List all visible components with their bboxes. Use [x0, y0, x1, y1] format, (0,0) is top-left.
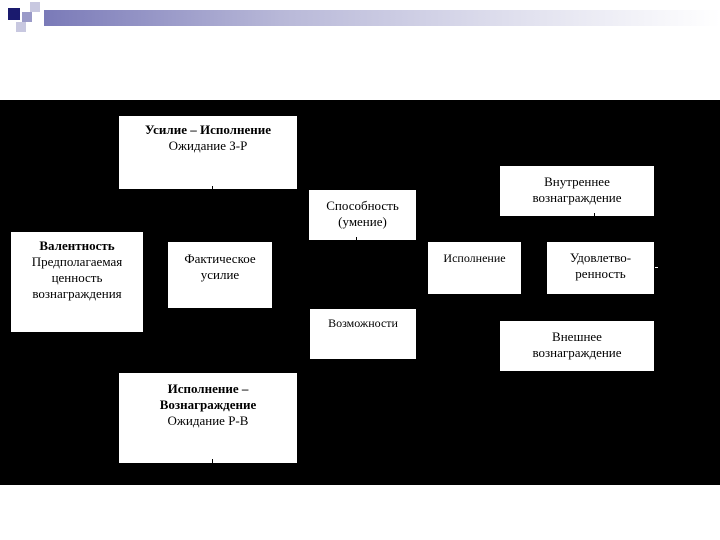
- effort-performance-expectancy-box: [119, 116, 297, 189]
- intrinsic-reward-box: [500, 166, 654, 216]
- effort-performance-line-2: Ожидание З-Р: [168, 138, 248, 153]
- header-square-2: [22, 12, 32, 22]
- effort-performance-line-1: Усилие – Исполнение: [145, 122, 271, 137]
- connector-stub-2: [212, 459, 213, 463]
- valence-line-2: Предполагаемая: [31, 254, 123, 269]
- extrinsic-reward-box: [500, 321, 654, 371]
- header-square-1: [8, 8, 20, 20]
- valence-line-3: ценность: [51, 270, 103, 285]
- performance-box: [428, 242, 521, 294]
- valence-line-4: вознаграждения: [32, 286, 122, 301]
- performance-reward-line-1: Исполнение –: [167, 381, 249, 396]
- intrinsic-reward-line-2: вознаграждение: [532, 190, 622, 205]
- connector-stub-1: [212, 186, 213, 190]
- performance-line-1: Исполнение: [443, 251, 506, 265]
- extrinsic-reward-line-1: Внешнее: [552, 329, 602, 344]
- connector-stub-3: [356, 237, 357, 241]
- opportunities-line-1: Возможности: [328, 316, 398, 330]
- ability-line-2: (умение): [338, 214, 387, 229]
- satisfaction-box: [547, 242, 654, 294]
- connector-stub-4: [594, 213, 595, 217]
- opportunities-box: [310, 309, 416, 359]
- header-gradient-bar: [44, 10, 720, 26]
- performance-reward-line-2: Вознаграждение: [159, 397, 257, 412]
- valence-title: Валентность: [39, 238, 115, 253]
- actual-effort-line-1: Фактическое: [184, 251, 256, 266]
- intrinsic-reward-line-1: Внутреннее: [544, 174, 610, 189]
- connector-stub-5: [655, 267, 658, 268]
- header-square-4: [30, 2, 40, 12]
- extrinsic-reward-line-2: вознаграждение: [532, 345, 622, 360]
- performance-reward-expectancy-box: [119, 373, 297, 463]
- satisfaction-line-1: Удовлетво-: [569, 250, 632, 265]
- header-square-3: [16, 22, 26, 32]
- actual-effort-line-2: усилие: [200, 267, 240, 282]
- diagram-panel: [0, 100, 720, 485]
- valence-box: [11, 232, 143, 332]
- performance-reward-line-3: Ожидание Р-В: [167, 413, 249, 428]
- actual-effort-box: [168, 242, 272, 308]
- ability-line-1: Способность: [326, 198, 399, 213]
- ability-box: [309, 190, 416, 240]
- satisfaction-line-2: ренность: [575, 266, 626, 281]
